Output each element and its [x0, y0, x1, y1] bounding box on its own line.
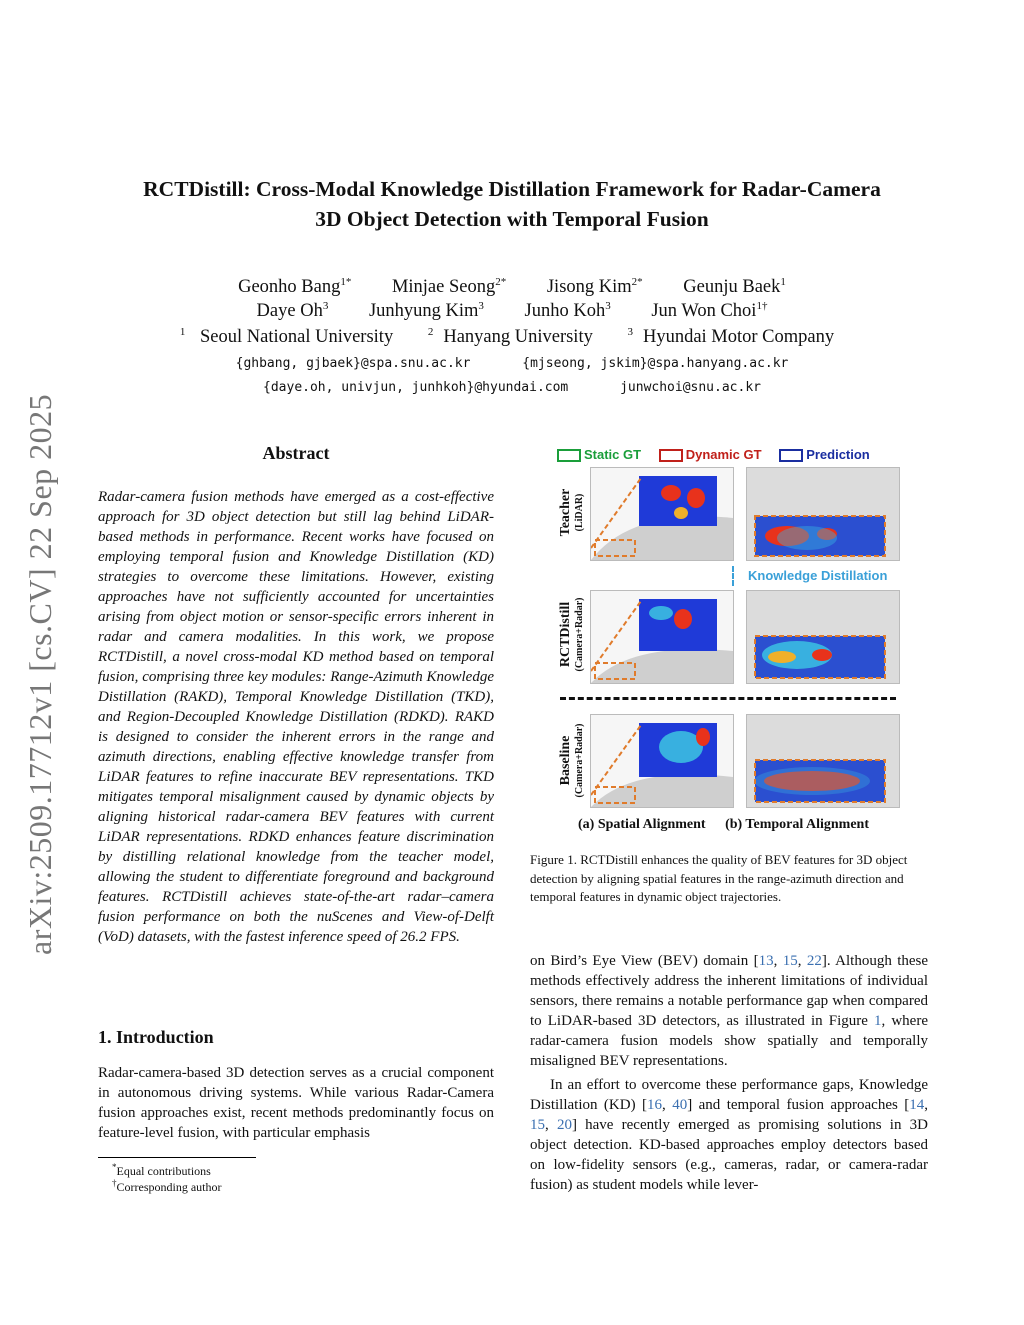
email[interactable]: {daye.oh, univjun, junhkoh}@hyundai.com	[263, 380, 569, 395]
abstract-text: Radar-camera fusion methods have emerged as a cost-effective approach for 3D object detection but still lag behind LiDAR-based methods in performance. Recent works have focused on employing temporal fusion and Knowledge Distillation (KD) strategies to overcome these limitations. However, existing approaches have not sufficiently accounted for uncertainties arising from object motion or sensor-specific errors inherent in radar and camera modalities. In this work, we propose RCTDistill, a novel cross-modal KD method based on temporal fusion, comprising three key modules: Range-Azimuth Knowledge Distillation (RAKD), Temporal Knowledge Distillation (TKD), and Region-Decoupled Knowledge Distillation (RDKD). RAKD is designed to consider the inherent errors in the range and azimuth directions, enabling effective knowledge transfer from LiDAR features to refine inaccurate BEV representations. TKD mitigates temporal misalignment caused by dynamic objects by aligning historical radar-camera BEV features with current LiDAR representations. RDKD enhances feature discrimination by distilling relational knowledge from the teacher model, allowing the student to differentiate foreground and background features. RCTDistill achieves state-of-the-art radar–camera fusion performance on both the nuScenes and View-of-Delft (VoD) datasets, with the fastest inference speed of 26.2 FPS.	[98, 489, 494, 945]
panel-teacher-temporal	[746, 467, 900, 561]
affiliation: $^2$ Hanyang University	[427, 326, 593, 348]
right-paragraph-1: on Bird’s Eye View (BEV) domain [13, 15, 22]. Although these methods effectively address the inherent limitations of individual sensors, there remains a notable performance gap when compared to LiDAR-based 3D detectors, as illustrated in Figure 1, where radar-camera fusion models show spatially and temporally misaligned BEV representations.	[530, 953, 929, 1069]
authors-row-2	[60, 294, 964, 323]
affiliations	[60, 326, 964, 348]
author: Geonho Bang$^{1*}$	[238, 276, 352, 298]
panel-baseline-temporal	[746, 714, 900, 808]
citation-link[interactable]: 15	[782, 953, 798, 969]
figure-link[interactable]: 1	[874, 1013, 882, 1029]
email[interactable]: {mjseong, jskim}@spa.hanyang.ac.kr	[522, 356, 789, 371]
intro-paragraph: Radar-camera-based 3D detection serves as a crucial component in autonomous driving systems. While various Radar-Camera fusion approaches exist, recent methods predominantly focus on feature-level fusion, with particular emphasis	[98, 1065, 494, 1141]
bev-heatmap-image	[591, 591, 733, 683]
bev-heatmap-image	[747, 591, 899, 683]
figure-separator	[560, 697, 896, 700]
bev-heatmap-image	[591, 715, 733, 807]
author: Jisong Kim$^{2*}$	[546, 276, 643, 298]
paper-title	[60, 174, 964, 234]
affiliation: $^1$ Seoul National University	[179, 326, 394, 348]
citation-link[interactable]: 16	[647, 1097, 663, 1113]
emails-row-2	[60, 380, 964, 395]
panel-rctdistill-spatial	[590, 590, 734, 684]
dynamic-gt-swatch-icon	[659, 449, 683, 462]
kd-label: Knowledge Distillation	[748, 568, 888, 583]
sublabel-temporal: (b) Temporal Alignment	[725, 817, 869, 832]
emails-row-1	[60, 356, 964, 371]
citation-link[interactable]: 40	[672, 1097, 688, 1113]
arxiv-stamp: arXiv:2509.17712v1 [cs.CV] 22 Sep 2025	[22, 393, 58, 955]
row-label-teacher: Teacher (LiDAR)	[558, 488, 585, 537]
citation-link[interactable]: 13	[758, 953, 774, 969]
panel-baseline-spatial	[590, 714, 734, 808]
figure-legend	[557, 447, 902, 462]
author: Junho Koh$^3$	[524, 300, 611, 322]
static-gt-swatch-icon	[557, 449, 581, 462]
legend-static-gt: Static GT	[557, 447, 641, 462]
section-heading-introduction: 1. Introduction	[98, 1027, 214, 1047]
affiliation: $^3$ Hyundai Motor Company	[627, 326, 835, 348]
author: Daye Oh$^3$	[256, 300, 329, 322]
citation-link[interactable]: 22	[806, 953, 822, 969]
footnote: *Equal contributions	[112, 1162, 211, 1178]
email[interactable]: {ghbang, gjbaek}@spa.snu.ac.kr	[235, 356, 471, 371]
title-line-1: RCTDistill: Cross-Modal Knowledge Distillation Framework for Radar-Camera	[143, 177, 881, 201]
bev-heatmap-image	[747, 468, 899, 560]
abstract-heading: Abstract	[262, 443, 330, 463]
row-label-rctdistill: RCTDistill (Camera+Radar)	[558, 597, 585, 672]
prediction-swatch-icon	[779, 449, 803, 462]
panel-teacher-spatial	[590, 467, 734, 561]
author: Jun Won Choi$^{1\dagger}$	[651, 300, 768, 322]
row-label-baseline: Baseline (Camera+Radar)	[558, 723, 585, 798]
author: Minjae Seong$^{2*}$	[391, 276, 507, 298]
bev-heatmap-image	[747, 715, 899, 807]
right-paragraph-2: In an effort to overcome these performance gaps, Knowledge Distillation (KD) [16, 40] and temporal fusion approaches [14, 15, 20] have recently emerged as promising solutions in 3D object detection. KD-based approaches employ detectors based on low-fidelity sensors (e.g., cameras, radar, or camera-radar fusion) as student models while lever-	[530, 1077, 929, 1193]
figure-caption: Figure 1. RCTDistill enhances the quality of BEV features for 3D object detection by aligning spatial features in the range-azimuth direction and temporal features in dynamic object trajectories.	[530, 852, 908, 904]
footnote: †Corresponding author	[112, 1178, 222, 1194]
citation-link[interactable]: 14	[909, 1097, 925, 1113]
sublabel-spatial: (a) Spatial Alignment	[578, 817, 706, 832]
footnote-divider	[98, 1157, 256, 1158]
citation-link[interactable]: 20	[556, 1117, 572, 1133]
author: Junhyung Kim$^3$	[368, 300, 484, 322]
title-line-2: 3D Object Detection with Temporal Fusion	[315, 207, 709, 231]
panel-rctdistill-temporal	[746, 590, 900, 684]
legend-dynamic-gt: Dynamic GT	[659, 447, 762, 462]
legend-prediction: Prediction	[779, 447, 870, 462]
figure-sublabels	[578, 817, 885, 833]
citation-link[interactable]: 15	[530, 1117, 545, 1133]
bev-heatmap-image	[591, 468, 733, 560]
email[interactable]: junwchoi@snu.ac.kr	[620, 380, 761, 395]
kd-arrow-icon	[732, 566, 736, 586]
author: Geunju Baek$^1$	[683, 276, 786, 298]
